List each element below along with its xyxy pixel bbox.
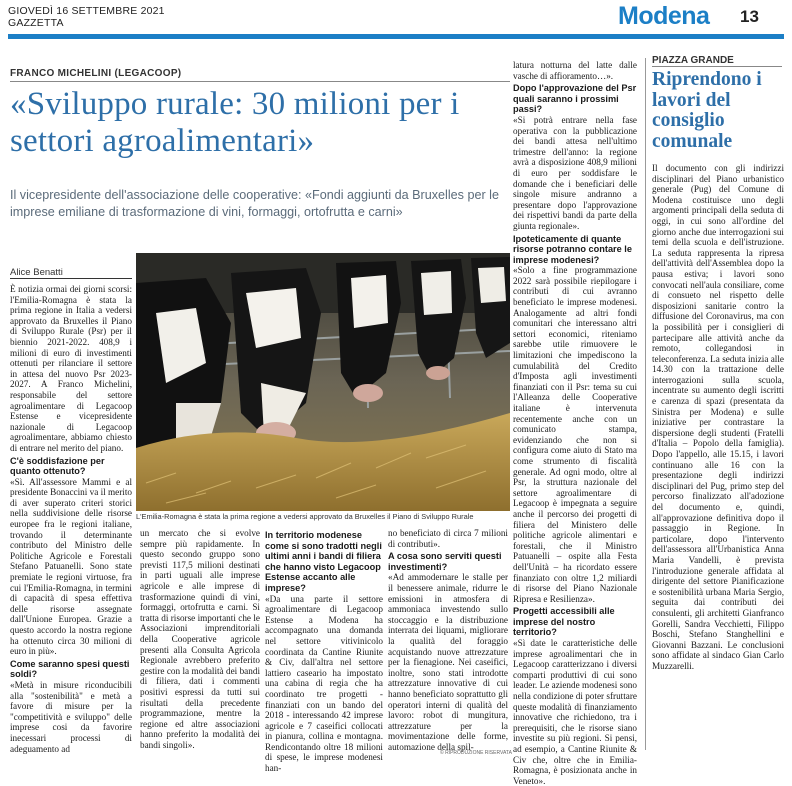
body-paragraph: «Solo a fine programmazione 2022 sarà possibile riepilogare i contributi di cui avranno beneficiato le imprese modenesi. Analogamente ad altri fondi comunitari che interessano altri settori economici, riteniamo sarebbe utile rimuovere le limitazioni che impediscono la cumulabilità del Credito d'Imposta agli investimenti finanziati con il Psr: tema su cui l'Alleanza delle Cooperative italiane è intervenuta recentemente anche con un comunicato stampa, evidenziando che non si configura come aiuto di Stato ma come strumento di fiscalità generale. Ad ogni modo, oltre al Psr, la struttura nazionale del settore agroalimentare di Legacoop è impegnata a seguire anche il percorso dei progetti di filiera del Ministero delle politiche agricole alimentari e forestali, che il Ministro Patuanelli – ospite alla Festa dell'Unità – ha ricordato essere finanziato con oltre 1,2 miliardi di risorse del Piano Nazionale Ripresa e Resilienza». (513, 265, 637, 604)
body-paragraph: «Sì date le caratteristiche delle imprese agroalimentari che in Legacoop caratterizzano i diversi comparti produttivi di cui sono leader. Le aziende modenesi sono nella condizione di poter sfruttare queste modalità di finanziamento innovative che richiedono, tra i prerequisiti, che le risorse siano investite su più regioni. Si pensi, ad esempio, a Cantine Riunite & Civ che, oltre che in Emilia-Romagna, è posizionata anche in Veneto». (513, 638, 637, 786)
sidebar-body: Il documento con gli indirizzi disciplinari del Piano urbanistico generale (Pug) del Comune di Modena costituisce uno degli argomenti principali della seduta di oggi, in cui sono all'ordine del giorno anche due interrogazioni sui temi della scuola e dell'istruzione. La seduta rappresenta la ripresa dell'attività dell'Assemblea dopo la pausa estiva; i lavori sono convocati nell'aula consiliare, come di consueto nel rispetto delle disposizioni sanitarie contro la diffusione del Coronavirus, ma con la possibilità per i consiglieri di partecipare alle attività anche da remoto, collegandosi in teleconferenza. La seduta inizia alle 14.30 con la trattazione delle interrogazioni sulla scuola, incentrate su aumento degli iscritti e carenza di spazi (presentata da Sinistra per Modena) e sulle iniziative per contrastare la dispersione degli studenti (Fratelli d'Italia – Popolo della famiglia). Dopo l'appello, alle 15.15, i lavori continuano alle 16 con la presentazione degli indirizzi disciplinari del Pug, primo step del percorso finalizzato all'adozione del documento e, quindi, all'approvazione definitiva dopo il passaggio in Regione. In particolare, dopo l'intervento dell'assessora all'Urbanistica Anna Maria Vandelli, è prevista l'introduzione generale affidata al dirigente del settore Pianificazione e sostenibilità urbana Maria Sergio, seguita dai contributi dei consulenti, gli architetti Gianfranco Gorelli, Sandra Vecchietti, Filippo Boschi, Stefano Stanghellini e Giovanni Bazzani. Le conclusioni sono affidate al sindaco Gian Carlo Muzzarelli. (652, 163, 784, 671)
article-headline: «Sviluppo rurale: 30 milioni per i settori agroalimentari» (10, 86, 460, 159)
header-date: GIOVEDÌ 16 SETTEMBRE 2021 (8, 5, 165, 17)
body-paragraph: «Ad ammodernare le stalle per il benessere animale, ridurre le emissioni in atmosfera di ammoniaca investendo sullo stoccaggio e la distribuzione interrata dei liquami, migliorare la qualità del foraggio acquistando nuove attrezzature per la fienagione. Nei caseifici, inoltre, sono stati introdotte attrezzature innovative di cui hanno beneficiato soprattutto gli operatori interni di qualità del lavoro: robot di mungitura, attrezzature per la movimentazione delle forme, automazione della spil- (388, 572, 508, 752)
interview-question: Ipoteticamente di quante risorse potranno contare le imprese modenesi? (513, 233, 632, 265)
byline-rule (10, 278, 132, 279)
sidebar-kicker: PIAZZA GRANDE (652, 55, 734, 66)
article-column-5 (513, 60, 637, 786)
body-paragraph: latura notturna del latte dalle vasche di affioramento…». (513, 60, 637, 81)
kicker-rule (10, 81, 510, 82)
sidebar-kicker-rule (652, 66, 782, 67)
interview-question: A cosa sono serviti questi investimenti? (388, 551, 502, 572)
header-rule (8, 34, 784, 39)
article-column-2 (140, 528, 260, 750)
body-paragraph: «Metà in misure riconducibili alla "sostenibilità" e metà a favore di misure per la "competitività e sviluppo" delle imprese cosi da favorire inecessari processi di adeguamento ad (10, 679, 132, 754)
article-byline: Alice Benatti (10, 267, 63, 278)
body-paragraph: È notizia ormai dei giorni scorsi: l'Emilia-Romagna è stata la prima regione in Italia a vedersi approvato da Bruxelles il Piano di Sviluppo Rurale (Psr) per il biennio 2021-2022. 408,9 i milioni di euro di investimenti ottenuti per rilanciare il settore in attesa del nuovo Psr 2023-2027. A Franco Michelini, responsabile del settore agroalimentare di Legacoop Estense e vicepresidente nazionale di Legacoop agroalimentare, abbiamo chiesto di entrare nel merito del piano. (10, 284, 132, 453)
sidebar-divider (645, 58, 646, 750)
body-paragraph: no beneficiato di circa 7 milioni di contributi». (388, 528, 508, 549)
photo-caption: L'Emilia-Romagna è stata la prima regione a vedersi approvato da Bruxelles il Piano di Sviluppo Rurale (136, 512, 474, 521)
header-paper-name: GAZZETTA (8, 17, 64, 29)
header-date-block (8, 5, 165, 29)
cows-photo-illustration (136, 253, 510, 511)
body-paragraph: «Si potrà entrare nella fase operativa con la pubblicazione dei bandi attesa nell'ultimo trimestre dell'anno: la regione avrà a disposizione 408,9 milioni di euro per soddisfare le domande che i beneficiari delle singole misure andranno a presentare dopo l'approvazione dei rispettivi bandi da parte della giunta regionale». (513, 114, 637, 231)
interview-question: Dopo l'approvazione del Psr quali saranno i prossimi passi? (513, 83, 637, 115)
article-column-4 (388, 528, 508, 752)
copyright-credit: © RIPRODUZIONE RISERVATA (440, 750, 512, 756)
body-paragraph: un mercato che si evolve sempre più rapidamente. In questo secondo gruppo sono previsti 117,5 milioni destinati in parti uguali alle imprese agricole e alle imprese di trasformazione quindi di vini, formaggi, ortofrutta e carni. Si tratta di risorse importanti che le Associazioni imprenditoriali della Cooperative agricole presenti alla Consulta Agricola Regionale avrebbero preferito gestire con la modalità dei bandi di filiera, dati i commenti positivi espressi da tutti sui risultati della precedente programmazione, mentre la regione ed altre associazioni hanno preferito la modalità dei bandi singoli». (140, 528, 260, 750)
article-subhead: Il vicepresidente dell'associazione delle cooperative: «Fondi aggiunti da Bruxelles per le imprese emiliane di trasformazione di vini, formaggi, ortofrutta e carni» (10, 188, 499, 219)
body-paragraph: «Da una parte il settore agroalimentare di Legacoop Estense a Modena ha accompagnato una domanda nel settore vitivinicolo coordinata da Cantine Riunite & Civ, dall'altra nel settore lattiero caseario ha impostato una cabina di regia che ha coordinato tre progetti - finanziati con un bando del 2018 - interessando 42 imprese agricole e 7 caseifici collocati in pianura, collina e montagna. Rendicontando oltre 18 milioni di spese, le imprese modenesi han- (265, 593, 383, 774)
article-column-3 (265, 528, 383, 774)
interview-question: C'è soddisfazione per quanto ottenuto? (10, 455, 105, 477)
sidebar-title: Riprendono i lavori del consiglio comunale (652, 69, 762, 152)
body-paragraph: «Sì. All'assessore Mammi e al presidente Bonaccini va il merito di aver superato criteri storici nella suddivisione delle risorse europee fra le regioni italiane, trovando il determinante contributo del Ministro delle Politiche Agricole e Forestali Stefano Patuanelli. Sono state premiate le regioni virtuose, fra cui l'Emilia-Romagna, in termini di capacità di spesa effettiva delle risorse assegnate dall'Unione Europea. Grazie a questo accordo la nostra regione ha ottenuto circa 30 milioni di euro in più». (10, 476, 132, 657)
cows-feeding-photo (136, 253, 510, 511)
interview-question: Progetti accessibili alle imprese del nostro territorio? (513, 606, 615, 638)
article-kicker: FRANCO MICHELINI (LEGACOOP) (10, 68, 182, 79)
page-number: 13 (740, 7, 759, 26)
section-city-title: Modena (618, 2, 710, 30)
article-column-1 (10, 284, 132, 754)
interview-question: Come saranno spesi questi soldi? (10, 658, 130, 680)
interview-question: In territorio modenese come si sono tradotti negli ultimi anni i bandi di filiera che hanno visto Legacoop Estense accanto alle imprese? (265, 530, 382, 593)
